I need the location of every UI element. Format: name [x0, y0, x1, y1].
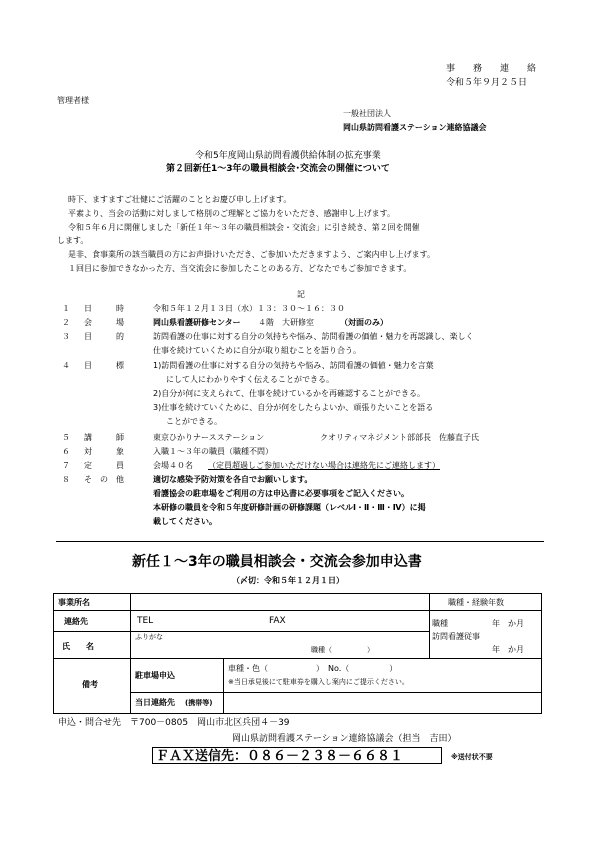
- item-number: ３: [62, 332, 70, 341]
- remarks-label: 備考: [82, 680, 98, 689]
- item-number: １: [62, 304, 70, 313]
- furigana-label: ふりがな: [135, 633, 163, 641]
- contact-org: 岡山県訪問看護ステーション連絡協議会（担当 吉田）: [232, 734, 457, 744]
- goal-line: 2)自分が何に支えられて、仕事を続けているかを再確認することができる。: [153, 389, 426, 398]
- contact-label-cell: [54, 611, 131, 632]
- career-label-cell: [430, 594, 541, 611]
- item-number: ４: [62, 361, 70, 370]
- other-line: 載してください。: [153, 517, 217, 526]
- issue-date: 令和５年９月２５日: [446, 78, 528, 88]
- post-label: 職種（ ）: [311, 646, 374, 654]
- office-label: 事業所名: [58, 598, 90, 607]
- form-deadline: （〆切：令和５年１２月１日）: [232, 576, 344, 585]
- application-form-table: [53, 593, 542, 714]
- contact-address: 申込・問合せ先 〒700－0805 岡山市北区兵団４－39: [58, 718, 290, 728]
- contact-field[interactable]: [131, 611, 430, 632]
- other-line: 看護協会の駐車場をご利用の方は申込書に必要事項をご記入ください。: [153, 489, 409, 498]
- project-title: 令和5年度岡山県訪問看護供給体制の拡充事業: [195, 151, 381, 161]
- other-line: 本研修の職員を令和５年度研修計画の研修課題（レベルⅠ・Ⅱ・Ⅲ・Ⅳ）に掲: [153, 503, 426, 512]
- parking-note: ※当日承見後にて駐車券を購入し案内にご提示ください。: [228, 678, 409, 686]
- goal-line: にして人にわかりやすく伝えることができる。: [166, 375, 334, 384]
- capacity: 会場４０名: [153, 461, 193, 470]
- exp-years: 年 か月: [492, 645, 524, 654]
- venue-name: 岡山県看護研修センター: [153, 318, 241, 327]
- job-label: 職種: [432, 619, 448, 628]
- parking-field[interactable]: [224, 659, 541, 693]
- lecturer-name: クオリティマネジメント部部長 佐藤直子氏: [320, 433, 479, 442]
- name-label-cell: [54, 632, 131, 659]
- divider: [56, 541, 544, 542]
- item-number: ２: [62, 318, 70, 327]
- career-field[interactable]: [430, 611, 541, 659]
- item-label: 対 象: [84, 447, 124, 456]
- body-paragraph-3a: 令和５年６月に開催しました「新任１年～３年の職員相談会・交流会」に引き続き、第２回を開催: [68, 223, 420, 232]
- ki-heading: 記: [297, 290, 305, 299]
- recipient: 管理者様: [57, 96, 89, 105]
- goal-line: 1)訪問看護の仕事に対する自分の気持ちや悩み、訪問看護の価値・魅力を言葉: [153, 361, 434, 370]
- parking-label: 駐車場申込: [135, 671, 175, 680]
- body-paragraph-3b: します。: [57, 236, 89, 245]
- item-label: 会 場: [84, 318, 124, 327]
- venue-note: （対面のみ）: [340, 318, 388, 327]
- fax-note: ※送付状不要: [451, 753, 493, 761]
- goal-line: 3)仕事を続けていくために、自分が何をしたらよいか、頑張りたいことを語る: [153, 403, 434, 412]
- body-paragraph-2: 平素より、当会の活動に対しまして格別のご理解とご協力をいただき、感謝申し上げます。: [68, 209, 396, 218]
- remarks-label-cell: [54, 659, 131, 713]
- lecturer-org: 東京ひかりナースステーション: [153, 433, 265, 442]
- name-field[interactable]: [131, 632, 430, 659]
- capacity-note: （定員超過しご参加いただけない場合は連絡先にご連絡します）: [208, 461, 440, 470]
- daily-contact-sub: (携帯等): [185, 699, 213, 707]
- daily-contact-label-cell: [131, 693, 224, 713]
- item-label: 定 員: [84, 461, 124, 470]
- item-number: ５: [62, 433, 70, 442]
- job-years: 年 か月: [492, 619, 524, 628]
- daily-contact-field[interactable]: [224, 693, 541, 713]
- event-datetime: 令和５年１２月１３日（水）１３：３０～１６：３０: [153, 304, 345, 313]
- office-name-field[interactable]: [131, 594, 430, 611]
- venue-room: ４階 大研修室: [258, 318, 314, 327]
- contact-label: 連絡先: [64, 617, 88, 626]
- purpose-line: 訪問看護の仕事に対する自分の気持ちや悩み、訪問看護の価値・魅力を再認識し、楽しく: [153, 332, 474, 341]
- item-number: ７: [62, 461, 70, 470]
- item-label: 目 的: [84, 332, 124, 341]
- parking-label-cell: [131, 659, 224, 693]
- career-label: 職種・経験年数: [448, 598, 504, 607]
- item-label: 講 師: [84, 433, 124, 442]
- body-paragraph-1: 時下、ますますご壮健にご活躍のこととお慶び申し上げます。: [68, 195, 292, 204]
- target-audience: 入職１～３年の職員（職種不問）: [153, 447, 273, 456]
- daily-contact-label: 当日連絡先: [135, 698, 175, 707]
- item-number: ８: [62, 475, 70, 484]
- goal-line: ことができる。: [166, 417, 222, 426]
- item-label: 日 時: [84, 304, 124, 313]
- org-name: 岡山県訪問看護ステーション連絡協議会: [343, 123, 487, 132]
- purpose-line: 仕事を続けていくために自分が取り組むことを語り合う。: [153, 346, 361, 355]
- document-type: 事 務 連 絡: [446, 64, 537, 74]
- body-paragraph-5: １回目に参加できなかった方、当交流会に参加したことのある方、どなたでもご参加できます。: [68, 264, 412, 273]
- tel-label: TEL: [137, 616, 154, 626]
- office-label-cell: [54, 594, 131, 611]
- body-paragraph-4: 是非、食事業所の該当職員の方にお声掛けいただき、ご参加いただきますよう、ご案内申し上げます。: [68, 250, 436, 259]
- fax-label: FAX: [269, 616, 286, 626]
- car-info: 車種・色（ ） No.（ ）: [228, 664, 398, 673]
- main-title: 第２回新任1～3年の職員相談会･交流会の開催について: [166, 164, 390, 174]
- org-type: 一般社団法人: [343, 109, 391, 118]
- name-label: 氏 名: [62, 642, 94, 651]
- form-title: 新任１～3年の職員相談会・交流会参加申込書: [132, 554, 422, 570]
- item-label: 目 標: [84, 361, 124, 370]
- other-line: 適切な感染予防対策を各自でお願いします。: [153, 475, 313, 484]
- item-number: ６: [62, 447, 70, 456]
- fax-number-box: ＦＡＸ送信先：０８６－２３８－６６８１: [152, 747, 442, 764]
- exp-label: 訪問看護従事: [432, 632, 480, 641]
- item-label: そ の 他: [84, 475, 124, 484]
